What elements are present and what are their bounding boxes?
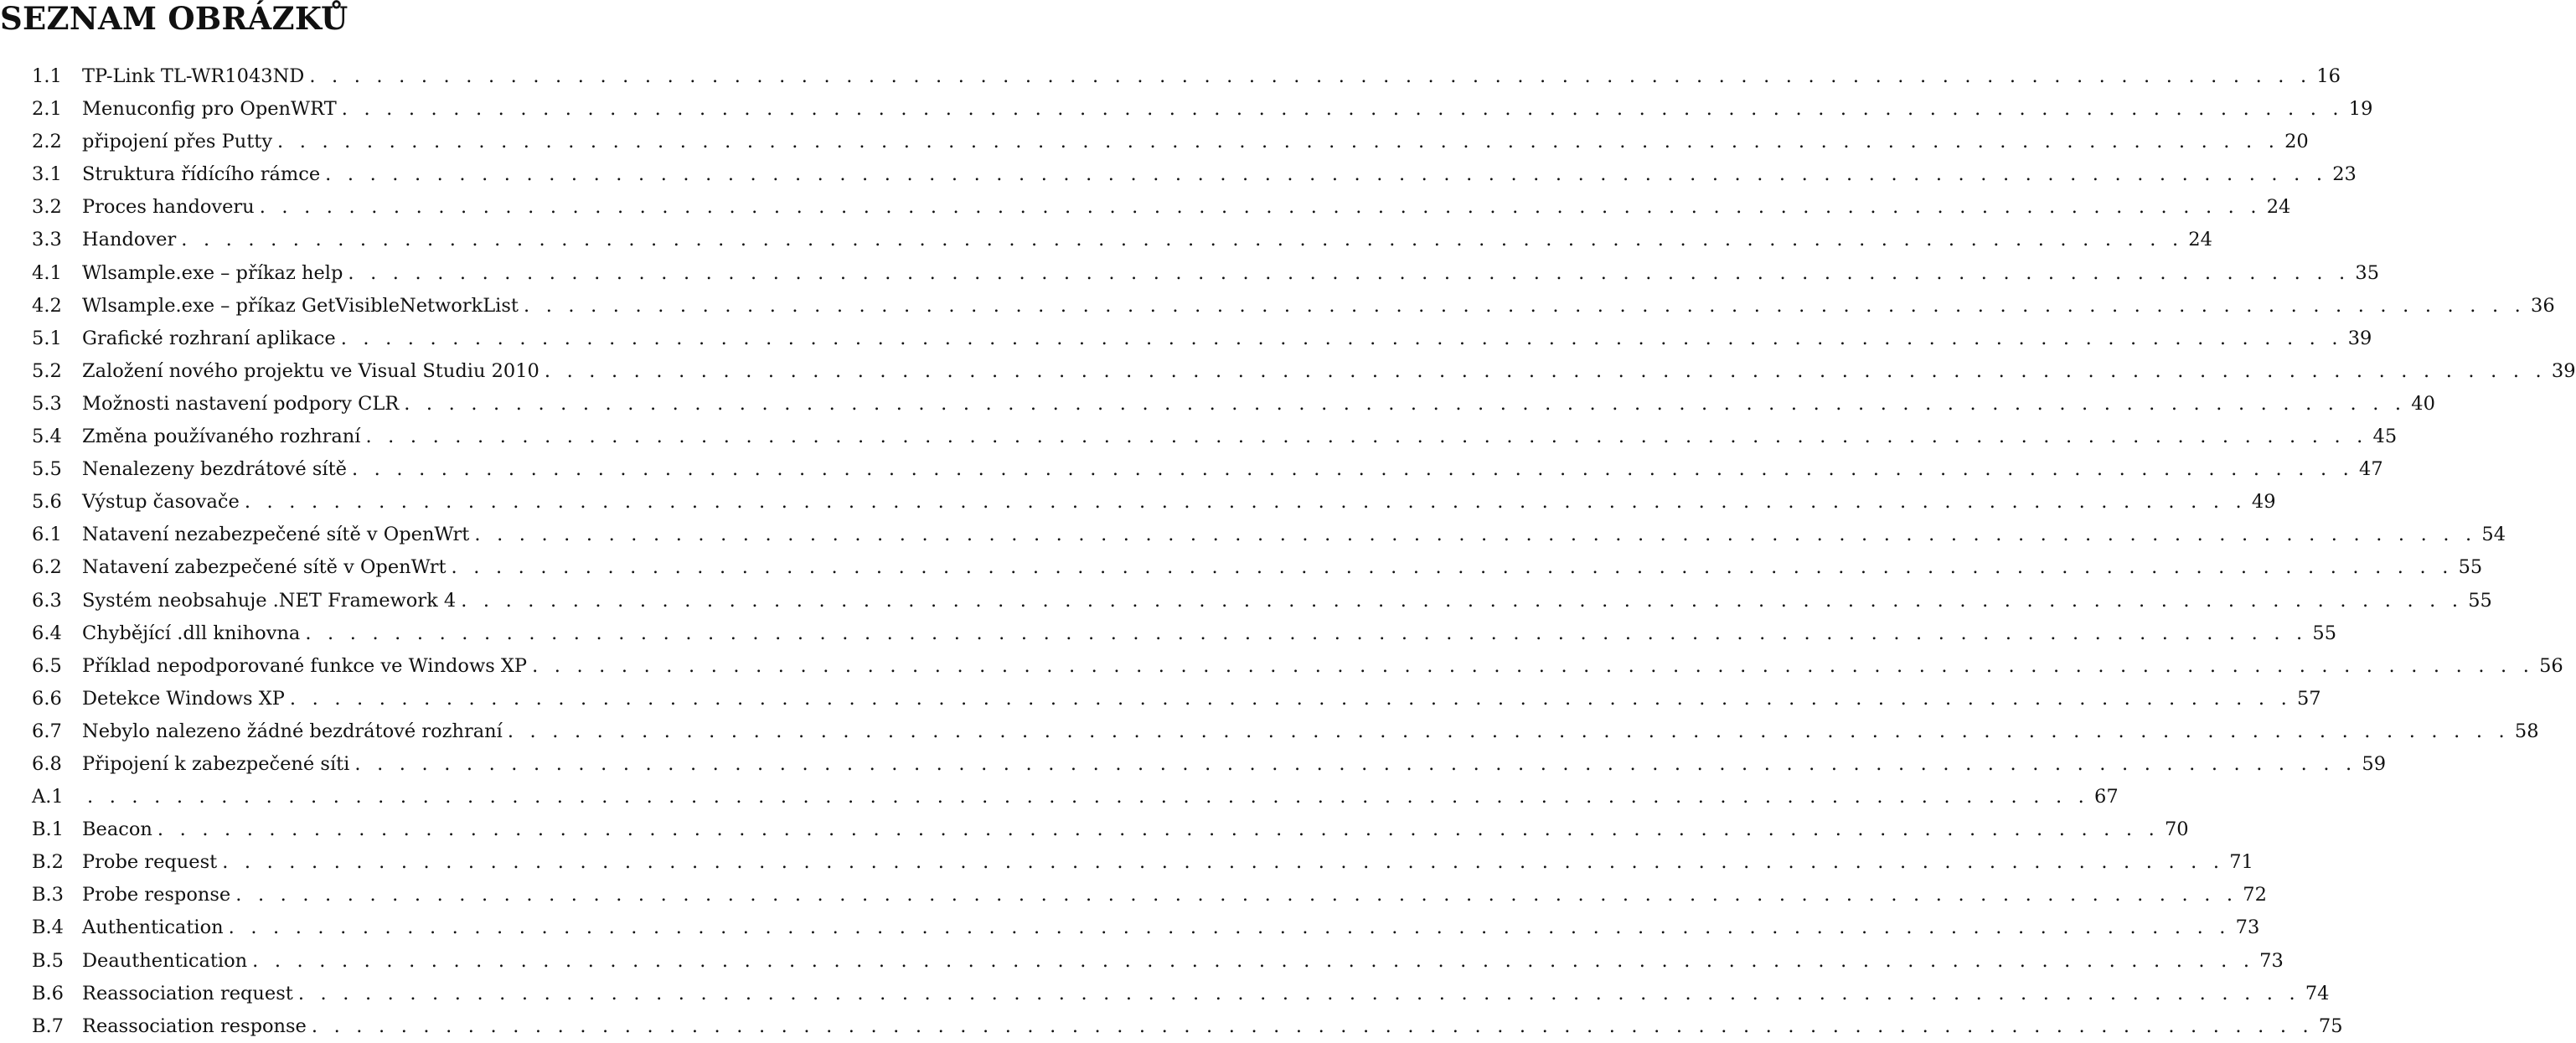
- dot-leader: . . . . . . . . . . . . . . . . . . . . . . . . . . . . . . . . . . . . . . . . . . . . . . . . . . . . . . . . . . . . . . . . . . . . . . . . . . . . . . . . . . . . . . . . . .: [354, 752, 2357, 775]
- dot-leader: . . . . . . . . . . . . . . . . . . . . . . . . . . . . . . . . . . . . . . . . . . . . . . . . . . . . . . . . . . . . . . . . . . . . . . . . . . . . . . . . . . . . . . . . . .: [532, 654, 2535, 677]
- figure-number: 5.3: [32, 392, 62, 415]
- toc-entry[interactable]: [32, 945, 2284, 978]
- dot-leader: . . . . . . . . . . . . . . . . . . . . . . . . . . . . . . . . . . . . . . . . . . . . . . . . . . . . . . . . . . . . . . . . . . . . . . . . . . . . . . . . . . . . . . . . . .: [311, 1015, 2314, 1037]
- figure-caption: TP-Link TL-WR1043ND: [82, 65, 305, 87]
- page-number: 49: [2251, 491, 2276, 514]
- page-number: 70: [2164, 818, 2189, 841]
- figure-number: 2.2: [32, 131, 62, 153]
- figure-caption: Deauthentication: [82, 949, 248, 972]
- dot-leader: . . . . . . . . . . . . . . . . . . . . . . . . . . . . . . . . . . . . . . . . . . . . . . . . . . . . . . . . . . . . . . . . . . . . . . . . . . . . . . . . . . . . . . . . . .: [277, 131, 2280, 153]
- figure-number: B.3: [32, 884, 65, 906]
- figure-number: 4.2: [32, 294, 62, 317]
- figure-caption: Handover: [82, 229, 177, 251]
- figure-number: 5.2: [32, 359, 62, 382]
- figure-number: 6.8: [32, 752, 62, 775]
- figure-number: 6.6: [32, 687, 62, 710]
- figure-number: 2.1: [32, 98, 62, 121]
- dot-leader: . . . . . . . . . . . . . . . . . . . . . . . . . . . . . . . . . . . . . . . . . . . . . . . . . . . . . . . . . . . . . . . . . . . . . . . . . . . . . . . . . . . . . . . . . .: [340, 327, 2343, 349]
- dot-leader: . . . . . . . . . . . . . . . . . . . . . . . . . . . . . . . . . . . . . . . . . . . . . . . . . . . . . . . . . . . . . . . . . . . . . . . . . . . . . . . . . . . . . . . . . .: [544, 359, 2547, 382]
- dot-leader: . . . . . . . . . . . . . . . . . . . . . . . . . . . . . . . . . . . . . . . . . . . . . . . . . . . . . . . . . . . . . . . . . . . . . . . . . . . . . . . . . . . . . . . . . .: [228, 916, 2231, 939]
- figure-caption: Reassociation request: [82, 982, 293, 1004]
- figure-number: 4.1: [32, 261, 62, 284]
- figure-caption: Wlsample.exe – příkaz GetVisibleNetworkList: [82, 294, 519, 317]
- toc-entry[interactable]: [32, 813, 2189, 846]
- dot-leader: . . . . . . . . . . . . . . . . . . . . . . . . . . . . . . . . . . . . . . . . . . . . . . . . . . . . . . . . . . . . . . . . . . . . . . . . . . . . . . . . . . . . . . . . . .: [305, 622, 2308, 644]
- toc-entry[interactable]: [32, 846, 2253, 879]
- figure-caption: Chybějící .dll knihovna: [82, 622, 301, 644]
- dot-leader: . . . . . . . . . . . . . . . . . . . . . . . . . . . . . . . . . . . . . . . . . . . . . . . . . . . . . . . . . . . . . . . . . . . . . . . . . . . . . . . . . . . . . . . . . .: [87, 786, 2090, 808]
- figure-caption: Detekce Windows XP: [82, 687, 285, 710]
- figure-caption: Probe response: [82, 884, 231, 906]
- dot-leader: . . . . . . . . . . . . . . . . . . . . . . . . . . . . . . . . . . . . . . . . . . . . . . . . . . . . . . . . . . . . . . . . . . . . . . . . . . . . . . . . . . . . . . . . . .: [289, 687, 2292, 710]
- figure-number: 3.2: [32, 196, 62, 219]
- figure-caption: Systém neobsahuje .NET Framework 4: [82, 589, 457, 612]
- figure-caption: Struktura řídícího rámce: [82, 163, 321, 186]
- page-number: 55: [2312, 622, 2337, 644]
- dot-leader: . . . . . . . . . . . . . . . . . . . . . . . . . . . . . . . . . . . . . . . . . . . . . . . . . . . . . . . . . . . . . . . . . . . . . . . . . . . . . . . . . . . . . . . . . .: [461, 589, 2464, 612]
- figure-number: 5.1: [32, 327, 62, 349]
- figure-number: B.6: [32, 982, 65, 1004]
- dot-leader: . . . . . . . . . . . . . . . . . . . . . . . . . . . . . . . . . . . . . . . . . . . . . . . . . . . . . . . . . . . . . . . . . . . . . . . . . . . . . . . . . . . . . . . . . .: [451, 556, 2454, 579]
- figure-caption: Natavení nezabezpečené sítě v OpenWrt: [82, 524, 470, 546]
- figure-number: 6.3: [32, 589, 62, 612]
- figure-number: B.4: [32, 916, 65, 939]
- figure-number: 6.5: [32, 654, 62, 677]
- toc-entry[interactable]: [32, 290, 2555, 323]
- list-of-figures: [32, 60, 2576, 1043]
- figure-number: B.2: [32, 851, 65, 874]
- toc-entry[interactable]: [32, 60, 2341, 93]
- figure-number: 1.1: [32, 65, 62, 87]
- dot-leader: . . . . . . . . . . . . . . . . . . . . . . . . . . . . . . . . . . . . . . . . . . . . . . . . . . . . . . . . . . . . . . . . . . . . . . . . . . . . . . . . . . . . . . . . . .: [348, 261, 2351, 284]
- page-number: 59: [2362, 752, 2387, 775]
- figure-caption: Beacon: [82, 818, 152, 841]
- toc-entry[interactable]: [32, 585, 2492, 617]
- figure-number: 6.2: [32, 556, 62, 579]
- toc-entry[interactable]: [32, 617, 2337, 650]
- figure-number: 6.1: [32, 524, 62, 546]
- toc-entry[interactable]: [32, 879, 2267, 911]
- figure-caption: Authentication: [82, 916, 224, 939]
- figure-number: 6.4: [32, 622, 62, 644]
- figure-number: 5.6: [32, 491, 62, 514]
- toc-entry[interactable]: [32, 911, 2260, 944]
- figure-caption: Nenalezeny bezdrátové sítě: [82, 458, 347, 481]
- dot-leader: . . . . . . . . . . . . . . . . . . . . . . . . . . . . . . . . . . . . . . . . . . . . . . . . . . . . . . . . . . . . . . . . . . . . . . . . . . . . . . . . . . . . . . . . . .: [351, 458, 2354, 481]
- figure-number: 5.4: [32, 426, 62, 448]
- figure-caption: Nebylo nalezeno žádné bezdrátové rozhraní: [82, 720, 503, 742]
- toc-entry[interactable]: [32, 191, 2291, 224]
- toc-entry[interactable]: [32, 224, 2212, 256]
- toc-entry[interactable]: [32, 388, 2435, 421]
- toc-entry[interactable]: [32, 683, 2321, 715]
- page-number: 55: [2458, 556, 2483, 579]
- figure-number: 3.3: [32, 229, 62, 251]
- page-number: 71: [2229, 851, 2253, 874]
- figure-caption: Proces handoveru: [82, 196, 255, 219]
- dot-leader: . . . . . . . . . . . . . . . . . . . . . . . . . . . . . . . . . . . . . . . . . . . . . . . . . . . . . . . . . . . . . . . . . . . . . . . . . . . . . . . . . . . . . . . . . .: [325, 163, 2328, 186]
- figure-number: A.1: [32, 786, 64, 808]
- toc-entry[interactable]: [32, 551, 2483, 584]
- dot-leader: . . . . . . . . . . . . . . . . . . . . . . . . . . . . . . . . . . . . . . . . . . . . . . . . . . . . . . . . . . . . . . . . . . . . . . . . . . . . . . . . . . . . . . . . . .: [309, 65, 2312, 87]
- dot-leader: . . . . . . . . . . . . . . . . . . . . . . . . . . . . . . . . . . . . . . . . . . . . . . . . . . . . . . . . . . . . . . . . . . . . . . . . . . . . . . . . . . . . . . . . . .: [157, 818, 2160, 841]
- dot-leader: . . . . . . . . . . . . . . . . . . . . . . . . . . . . . . . . . . . . . . . . . . . . . . . . . . . . . . . . . . . . . . . . . . . . . . . . . . . . . . . . . . . . . . . . . .: [297, 982, 2300, 1004]
- toc-entry[interactable]: [32, 126, 2309, 158]
- toc-entry[interactable]: [32, 519, 2506, 551]
- toc-entry[interactable]: [32, 715, 2539, 748]
- page-number: 45: [2372, 426, 2398, 448]
- page-number: 20: [2284, 131, 2309, 153]
- page-number: 19: [2348, 98, 2373, 121]
- dot-leader: . . . . . . . . . . . . . . . . . . . . . . . . . . . . . . . . . . . . . . . . . . . . . . . . . . . . . . . . . . . . . . . . . . . . . . . . . . . . . . . . . . . . . . . . . .: [341, 98, 2344, 121]
- toc-entry[interactable]: [32, 257, 2380, 290]
- dot-leader: . . . . . . . . . . . . . . . . . . . . . . . . . . . . . . . . . . . . . . . . . . . . . . . . . . . . . . . . . . . . . . . . . . . . . . . . . . . . . . . . . . . . . . . . . .: [474, 524, 2477, 546]
- page-number: 57: [2296, 687, 2321, 710]
- toc-entry[interactable]: [32, 421, 2398, 453]
- figure-caption: připojení přes Putty: [82, 131, 273, 153]
- toc-entry[interactable]: [32, 781, 2119, 813]
- dot-leader: . . . . . . . . . . . . . . . . . . . . . . . . . . . . . . . . . . . . . . . . . . . . . . . . . . . . . . . . . . . . . . . . . . . . . . . . . . . . . . . . . . . . . . . . . .: [507, 720, 2510, 742]
- page-number: 67: [2094, 786, 2119, 808]
- figure-number: B.5: [32, 949, 65, 972]
- page-number: 56: [2539, 654, 2563, 677]
- page-number: 35: [2355, 261, 2380, 284]
- page-number: 39: [2551, 359, 2576, 382]
- page-title: SEZNAM OBRÁZKŮ: [0, 0, 348, 37]
- page-number: 24: [2266, 196, 2291, 219]
- page-number: 72: [2243, 884, 2267, 906]
- figure-caption: Možnosti nastavení podpory CLR: [82, 392, 400, 415]
- page-number: 36: [2531, 294, 2555, 317]
- dot-leader: . . . . . . . . . . . . . . . . . . . . . . . . . . . . . . . . . . . . . . . . . . . . . . . . . . . . . . . . . . . . . . . . . . . . . . . . . . . . . . . . . . . . . . . . . .: [181, 229, 2184, 251]
- page-number: 47: [2359, 458, 2383, 481]
- page-number: 40: [2411, 392, 2435, 415]
- figure-caption: Grafické rozhraní aplikace: [82, 327, 336, 349]
- toc-entry[interactable]: [32, 650, 2563, 683]
- dot-leader: . . . . . . . . . . . . . . . . . . . . . . . . . . . . . . . . . . . . . . . . . . . . . . . . . . . . . . . . . . . . . . . . . . . . . . . . . . . . . . . . . . . . . . . . . .: [235, 884, 2238, 906]
- toc-entry[interactable]: [32, 453, 2383, 486]
- toc-entry[interactable]: [32, 748, 2387, 781]
- figure-caption: Wlsample.exe – příkaz help: [82, 261, 343, 284]
- toc-entry[interactable]: [32, 323, 2372, 355]
- figure-number: 3.1: [32, 163, 62, 186]
- toc-entry[interactable]: [32, 158, 2357, 191]
- figure-caption: Změna používaného rozhraní: [82, 426, 361, 448]
- page-number: 24: [2188, 229, 2212, 251]
- page-number: 54: [2481, 524, 2506, 546]
- page-number: 73: [2259, 949, 2284, 972]
- dot-leader: . . . . . . . . . . . . . . . . . . . . . . . . . . . . . . . . . . . . . . . . . . . . . . . . . . . . . . . . . . . . . . . . . . . . . . . . . . . . . . . . . . . . . . . . . .: [222, 851, 2225, 874]
- figure-number: B.1: [32, 818, 65, 841]
- figure-caption: Připojení k zabezpečené síti: [82, 752, 350, 775]
- figure-caption: Natavení zabezpečené sítě v OpenWrt: [82, 556, 447, 579]
- toc-entry[interactable]: [32, 93, 2373, 126]
- figure-number: 5.5: [32, 458, 62, 481]
- page-number: 23: [2332, 163, 2357, 186]
- figure-number: B.7: [32, 1015, 65, 1037]
- dot-leader: . . . . . . . . . . . . . . . . . . . . . . . . . . . . . . . . . . . . . . . . . . . . . . . . . . . . . . . . . . . . . . . . . . . . . . . . . . . . . . . . . . . . . . . . . .: [523, 294, 2527, 317]
- dot-leader: . . . . . . . . . . . . . . . . . . . . . . . . . . . . . . . . . . . . . . . . . . . . . . . . . . . . . . . . . . . . . . . . . . . . . . . . . . . . . . . . . . . . . . . . . .: [244, 491, 2247, 514]
- toc-entry[interactable]: [32, 978, 2330, 1010]
- toc-entry[interactable]: [32, 486, 2276, 519]
- page-number: 73: [2235, 916, 2260, 939]
- figure-caption: Výstup časovače: [82, 491, 240, 514]
- toc-entry[interactable]: [32, 1010, 2343, 1043]
- page-number: 75: [2318, 1015, 2343, 1037]
- figure-caption: Reassociation response: [82, 1015, 307, 1037]
- dot-leader: . . . . . . . . . . . . . . . . . . . . . . . . . . . . . . . . . . . . . . . . . . . . . . . . . . . . . . . . . . . . . . . . . . . . . . . . . . . . . . . . . . . . . . . . . .: [252, 949, 2255, 972]
- page-number: 16: [2316, 65, 2341, 87]
- page-number: 55: [2468, 589, 2492, 612]
- toc-entry[interactable]: [32, 355, 2576, 388]
- dot-leader: . . . . . . . . . . . . . . . . . . . . . . . . . . . . . . . . . . . . . . . . . . . . . . . . . . . . . . . . . . . . . . . . . . . . . . . . . . . . . . . . . . . . . . . . . .: [404, 392, 2407, 415]
- figure-caption: Menuconfig pro OpenWRT: [82, 98, 337, 121]
- dot-leader: . . . . . . . . . . . . . . . . . . . . . . . . . . . . . . . . . . . . . . . . . . . . . . . . . . . . . . . . . . . . . . . . . . . . . . . . . . . . . . . . . . . . . . . . . .: [259, 196, 2262, 219]
- page-number: 39: [2347, 327, 2372, 349]
- figure-caption: Příklad nepodporované funkce ve Windows XP: [82, 654, 528, 677]
- figure-caption: Probe request: [82, 851, 218, 874]
- figure-number: 6.7: [32, 720, 62, 742]
- page-number: 74: [2305, 982, 2330, 1004]
- page-number: 58: [2514, 720, 2539, 742]
- dot-leader: . . . . . . . . . . . . . . . . . . . . . . . . . . . . . . . . . . . . . . . . . . . . . . . . . . . . . . . . . . . . . . . . . . . . . . . . . . . . . . . . . . . . . . . . . .: [365, 426, 2368, 448]
- figure-caption: Založení nového projektu ve Visual Studiu 2010: [82, 359, 539, 382]
